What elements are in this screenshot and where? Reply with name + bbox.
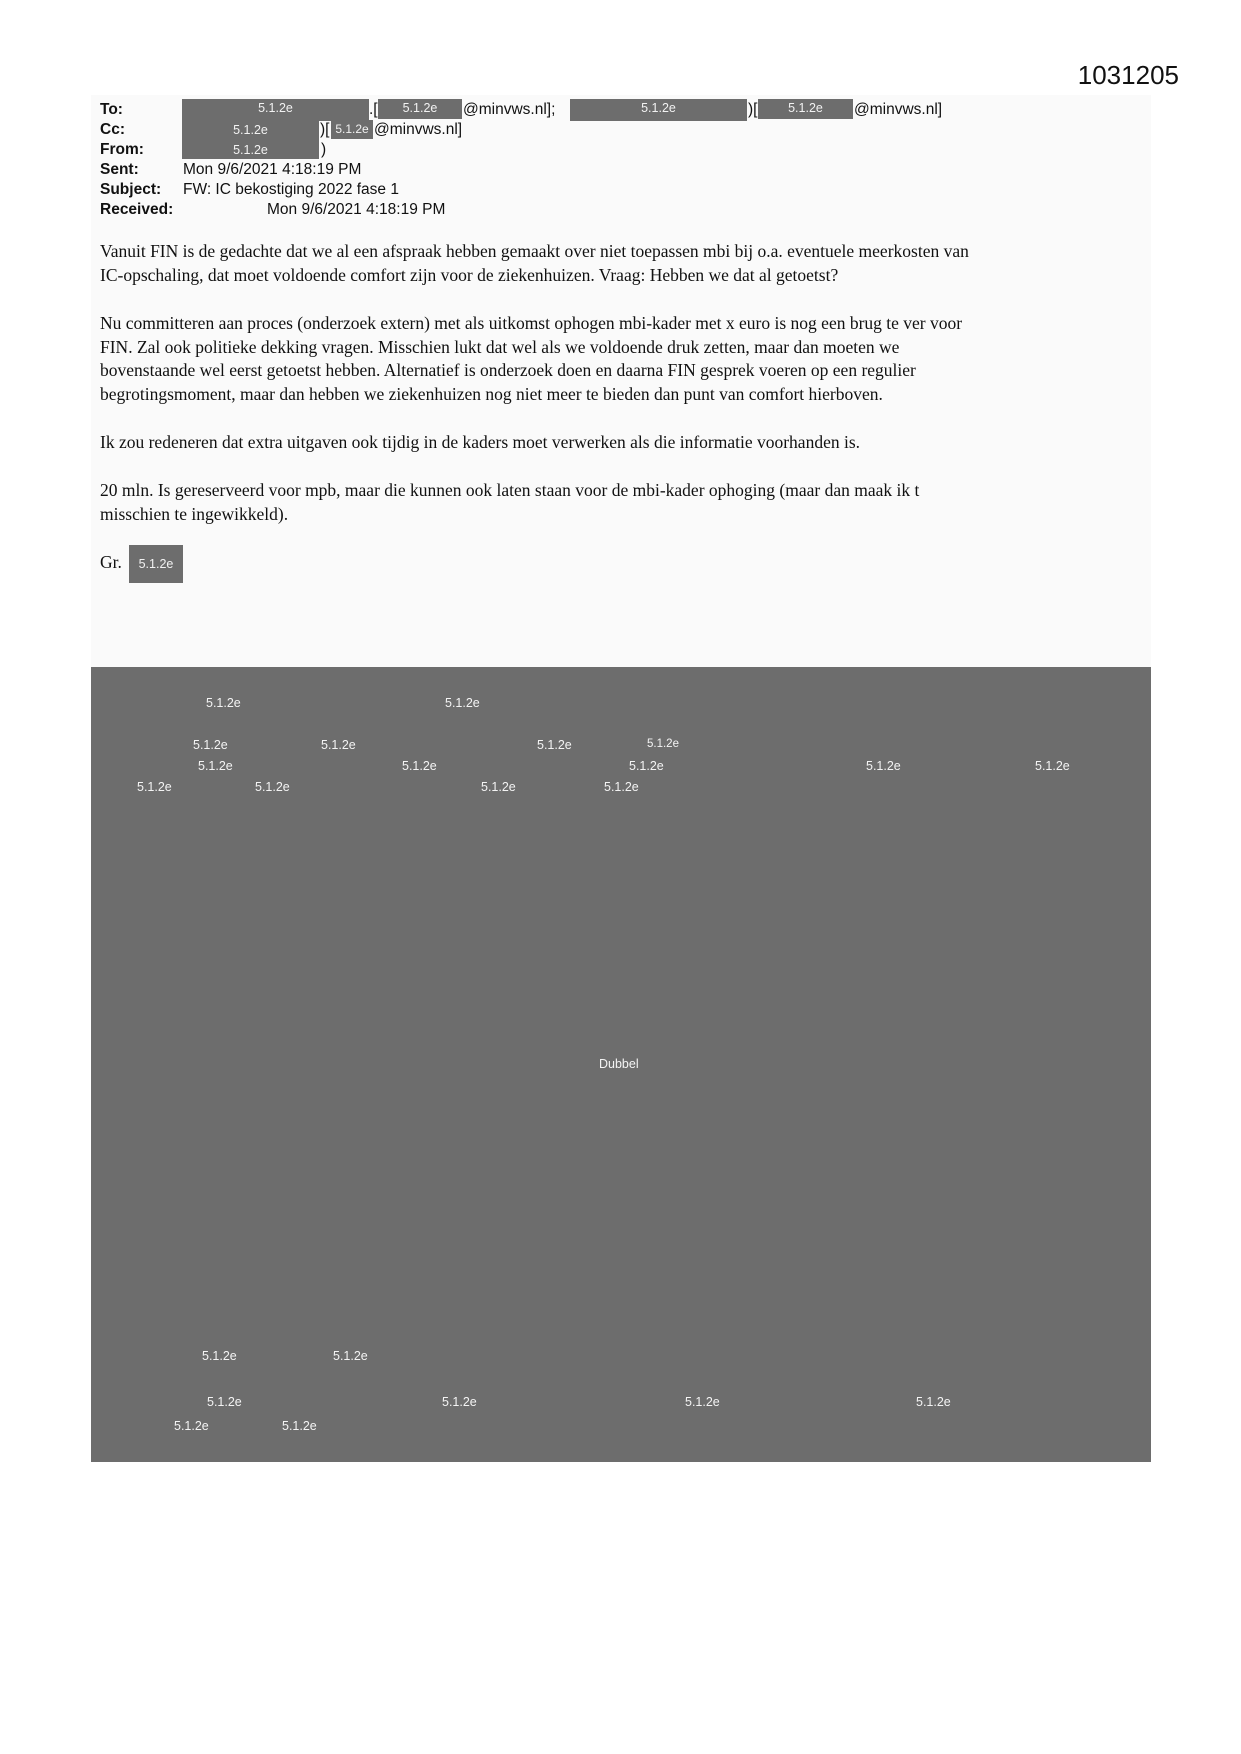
redaction-label: 5.1.2e xyxy=(629,759,664,773)
to-separator: .[ xyxy=(369,101,378,118)
redacted-block xyxy=(91,667,1151,1462)
text-line: FIN. Zal ook politieke dekking vragen. Misschien lukt dat wel als we voldoende druk zetten, maar dan moeten we xyxy=(100,336,900,357)
redaction-box: 5.1.2e xyxy=(378,99,462,119)
from-suffix: ) xyxy=(321,141,327,158)
received-label: Received: xyxy=(100,201,174,218)
redaction-label: 5.1.2e xyxy=(137,780,172,794)
redaction-box: 5.1.2e xyxy=(570,99,747,121)
redaction-label: 5.1.2e xyxy=(445,696,480,710)
to-domain: @minvws.nl]; xyxy=(463,101,556,118)
redaction-label: 5.1.2e xyxy=(198,759,233,773)
text-line: bovenstaande wel eerst getoetst hebben. Alternatief is onderzoek doen en daarna FIN gesprek voeren op een regulier xyxy=(100,360,916,380)
text-line: Nu committeren aan proces (onderzoek extern) met als uitkomst ophogen mbi-kader met x euro is nog een brug te ver voor xyxy=(100,313,963,333)
redaction-label: 5.1.2e xyxy=(255,780,290,794)
signoff: Gr. xyxy=(100,552,122,572)
subject-value: FW: IC bekostiging 2022 fase 1 xyxy=(183,181,399,198)
to-domain: @minvws.nl] xyxy=(854,101,943,118)
to-label: To: xyxy=(100,101,123,118)
redaction-box: 5.1.2e xyxy=(182,121,319,141)
redaction-label: 5.1.2e xyxy=(321,738,356,752)
paragraph-4 xyxy=(100,479,1150,526)
redaction-label: 5.1.2e xyxy=(1035,759,1070,773)
redaction-box: 5.1.2e xyxy=(129,545,183,583)
paragraph-3 xyxy=(100,431,1150,455)
sent-label: Sent: xyxy=(100,161,139,178)
redaction-label: 5.1.2e xyxy=(174,1419,209,1433)
redaction-label: 5.1.2e xyxy=(206,696,241,710)
dubbel-label: Dubbel xyxy=(599,1057,639,1071)
redaction-label: 5.1.2e xyxy=(685,1395,720,1409)
redaction-box: 5.1.2e xyxy=(182,141,319,159)
redaction-label: 5.1.2e xyxy=(282,1419,317,1433)
redaction-label: 5.1.2e xyxy=(442,1395,477,1409)
redaction-label: 5.1.2e xyxy=(537,738,572,752)
cc-domain: @minvws.nl] xyxy=(374,121,463,138)
redaction-label: 5.1.2e xyxy=(402,759,437,773)
redaction-label: 5.1.2e xyxy=(193,738,228,752)
redaction-label: 5.1.2e xyxy=(207,1395,242,1409)
paragraph-1 xyxy=(100,240,1150,287)
redaction-label: 5.1.2e xyxy=(916,1395,951,1409)
subject-label: Subject: xyxy=(100,181,162,198)
received-value: Mon 9/6/2021 4:18:19 PM xyxy=(267,201,446,218)
redaction-box: 5.1.2e xyxy=(331,120,373,139)
redaction-label: 5.1.2e xyxy=(202,1349,237,1363)
redaction-box: 5.1.2e xyxy=(758,99,853,119)
document-number: 1031205 xyxy=(1077,60,1179,90)
redaction-label: 5.1.2e xyxy=(604,780,639,794)
cc-label: Cc: xyxy=(100,121,125,138)
cc-separator: )[ xyxy=(320,121,330,138)
redaction-label: 5.1.2e xyxy=(333,1349,368,1363)
text-line: 20 mln. Is gereserveerd voor mpb, maar die kunnen ook laten staan voor de mbi-kader ophoging (maar dan maak ik t xyxy=(100,480,920,500)
text-line: Ik zou redeneren dat extra uitgaven ook tijdig in de kaders moet verwerken als die informatie voorhanden is. xyxy=(100,432,861,452)
redaction-label: 5.1.2e xyxy=(647,738,679,750)
paragraph-2 xyxy=(100,312,1150,406)
from-label: From: xyxy=(100,141,144,158)
to-separator: )[ xyxy=(748,101,758,118)
redaction-label: 5.1.2e xyxy=(481,780,516,794)
text-line: IC-opschaling, dat moet voldoende comfort zijn voor de ziekenhuizen. Vraag: Hebben we dat al getoetst? xyxy=(100,264,839,285)
text-line: misschien te ingewikkeld). xyxy=(100,503,289,524)
redaction-box: 5.1.2e xyxy=(182,99,369,121)
text-line: begrotingsmoment, maar dan hebben we ziekenhuizen nog niet meer te bieden dan punt van comfort hierboven. xyxy=(100,383,883,404)
sent-value: Mon 9/6/2021 4:18:19 PM xyxy=(183,161,362,178)
text-line: Vanuit FIN is de gedachte dat we al een afspraak hebben gemaakt over niet toepassen mbi bij o.a. eventuele meerkosten van xyxy=(100,241,969,261)
redaction-label: 5.1.2e xyxy=(866,759,901,773)
